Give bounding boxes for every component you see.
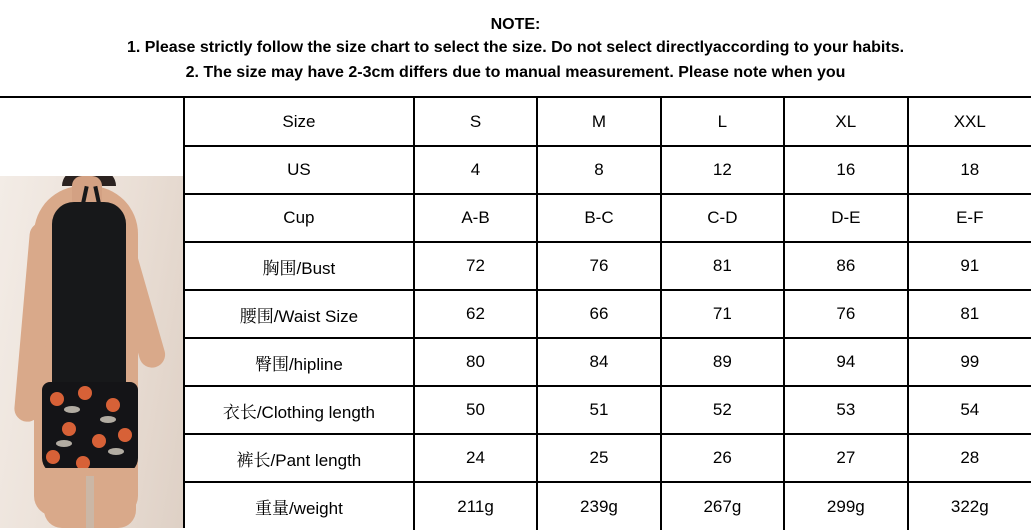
row-label-us: US [185, 146, 414, 194]
table-row [185, 386, 1031, 434]
header-cell-xxl: XXL [908, 98, 1031, 146]
leaf-motif [56, 440, 72, 447]
cell-pant-length-m: 25 [537, 434, 660, 482]
cell-us-xl: 16 [784, 146, 907, 194]
cell-waist-l: 71 [661, 290, 784, 338]
swim-shorts [42, 382, 138, 474]
floral-motif [46, 450, 60, 464]
cell-clothing-length-xxl: 54 [908, 386, 1031, 434]
cell-pant-length-s: 24 [414, 434, 537, 482]
table-row [185, 146, 1031, 194]
size-chart-table [185, 98, 1031, 530]
row-label-cup: Cup [185, 194, 414, 242]
note-block [0, 0, 1031, 96]
table-header-row [185, 98, 1031, 146]
cell-us-xxl: 18 [908, 146, 1031, 194]
cell-us-l: 12 [661, 146, 784, 194]
note-title: NOTE: [490, 16, 541, 33]
row-label-weight: 重量/weight [185, 482, 414, 530]
row-label-pant-length: 裤长/Pant length [185, 434, 414, 482]
cell-waist-s: 62 [414, 290, 537, 338]
cell-hipline-xl: 94 [784, 338, 907, 386]
cell-bust-xl: 86 [784, 242, 907, 290]
floral-motif [78, 386, 92, 400]
floral-motif [92, 434, 106, 448]
cell-hipline-xxl: 99 [908, 338, 1031, 386]
swimsuit-model-photo [0, 176, 185, 528]
row-label-clothing-length: 衣长/Clothing length [185, 386, 414, 434]
table-row [185, 290, 1031, 338]
cell-cup-xxl: E-F [908, 194, 1031, 242]
cell-cup-s: A-B [414, 194, 537, 242]
note-line-2: 2. The size may have 2-3cm differs due to manual measurement. Please note when you [185, 64, 846, 81]
cell-hipline-m: 84 [537, 338, 660, 386]
table-row [185, 194, 1031, 242]
table-row [185, 434, 1031, 482]
cell-clothing-length-xl: 53 [784, 386, 907, 434]
cell-bust-s: 72 [414, 242, 537, 290]
header-cell-xl: XL [784, 98, 907, 146]
cell-waist-m: 66 [537, 290, 660, 338]
table-row [185, 338, 1031, 386]
cell-bust-m: 76 [537, 242, 660, 290]
cell-us-m: 8 [537, 146, 660, 194]
table-row [185, 482, 1031, 530]
header-cell-l: L [661, 98, 784, 146]
floral-motif [106, 398, 120, 412]
cell-pant-length-l: 26 [661, 434, 784, 482]
cell-hipline-l: 89 [661, 338, 784, 386]
leaf-motif [100, 416, 116, 423]
swim-top [52, 202, 126, 392]
leaf-motif [108, 448, 124, 455]
table-row [185, 242, 1031, 290]
cell-weight-l: 267g [661, 482, 784, 530]
chart-main [0, 96, 1031, 526]
cell-hipline-s: 80 [414, 338, 537, 386]
cell-clothing-length-m: 51 [537, 386, 660, 434]
leaf-motif [64, 406, 80, 413]
model-leg-gap [86, 476, 94, 528]
cell-us-s: 4 [414, 146, 537, 194]
cell-cup-m: B-C [537, 194, 660, 242]
cell-clothing-length-s: 50 [414, 386, 537, 434]
header-cell-size: Size [185, 98, 414, 146]
cell-weight-m: 239g [537, 482, 660, 530]
header-cell-m: M [537, 98, 660, 146]
cell-pant-length-xxl: 28 [908, 434, 1031, 482]
row-label-waist: 腰围/Waist Size [185, 290, 414, 338]
cell-clothing-length-l: 52 [661, 386, 784, 434]
note-line-1: 1. Please strictly follow the size chart to select the size. Do not select directlyaccording to your habits. [126, 39, 905, 56]
cell-cup-xl: D-E [784, 194, 907, 242]
cell-bust-l: 81 [661, 242, 784, 290]
floral-motif [50, 392, 64, 406]
cell-weight-s: 211g [414, 482, 537, 530]
cell-weight-xxl: 322g [950, 496, 989, 516]
row-label-bust: 胸围/Bust [185, 242, 414, 290]
cell-pant-length-xl: 27 [784, 434, 907, 482]
product-photo-cell [0, 98, 185, 528]
cell-waist-xxl: 81 [908, 290, 1031, 338]
floral-motif [62, 422, 76, 436]
header-cell-s: S [414, 98, 537, 146]
cell-weight-xl: 299g [784, 482, 907, 530]
cell-bust-xxl: 91 [908, 242, 1031, 290]
cell-waist-xl: 76 [784, 290, 907, 338]
cell-cup-l: C-D [661, 194, 784, 242]
floral-motif [118, 428, 132, 442]
row-label-hipline: 臀围/hipline [185, 338, 414, 386]
